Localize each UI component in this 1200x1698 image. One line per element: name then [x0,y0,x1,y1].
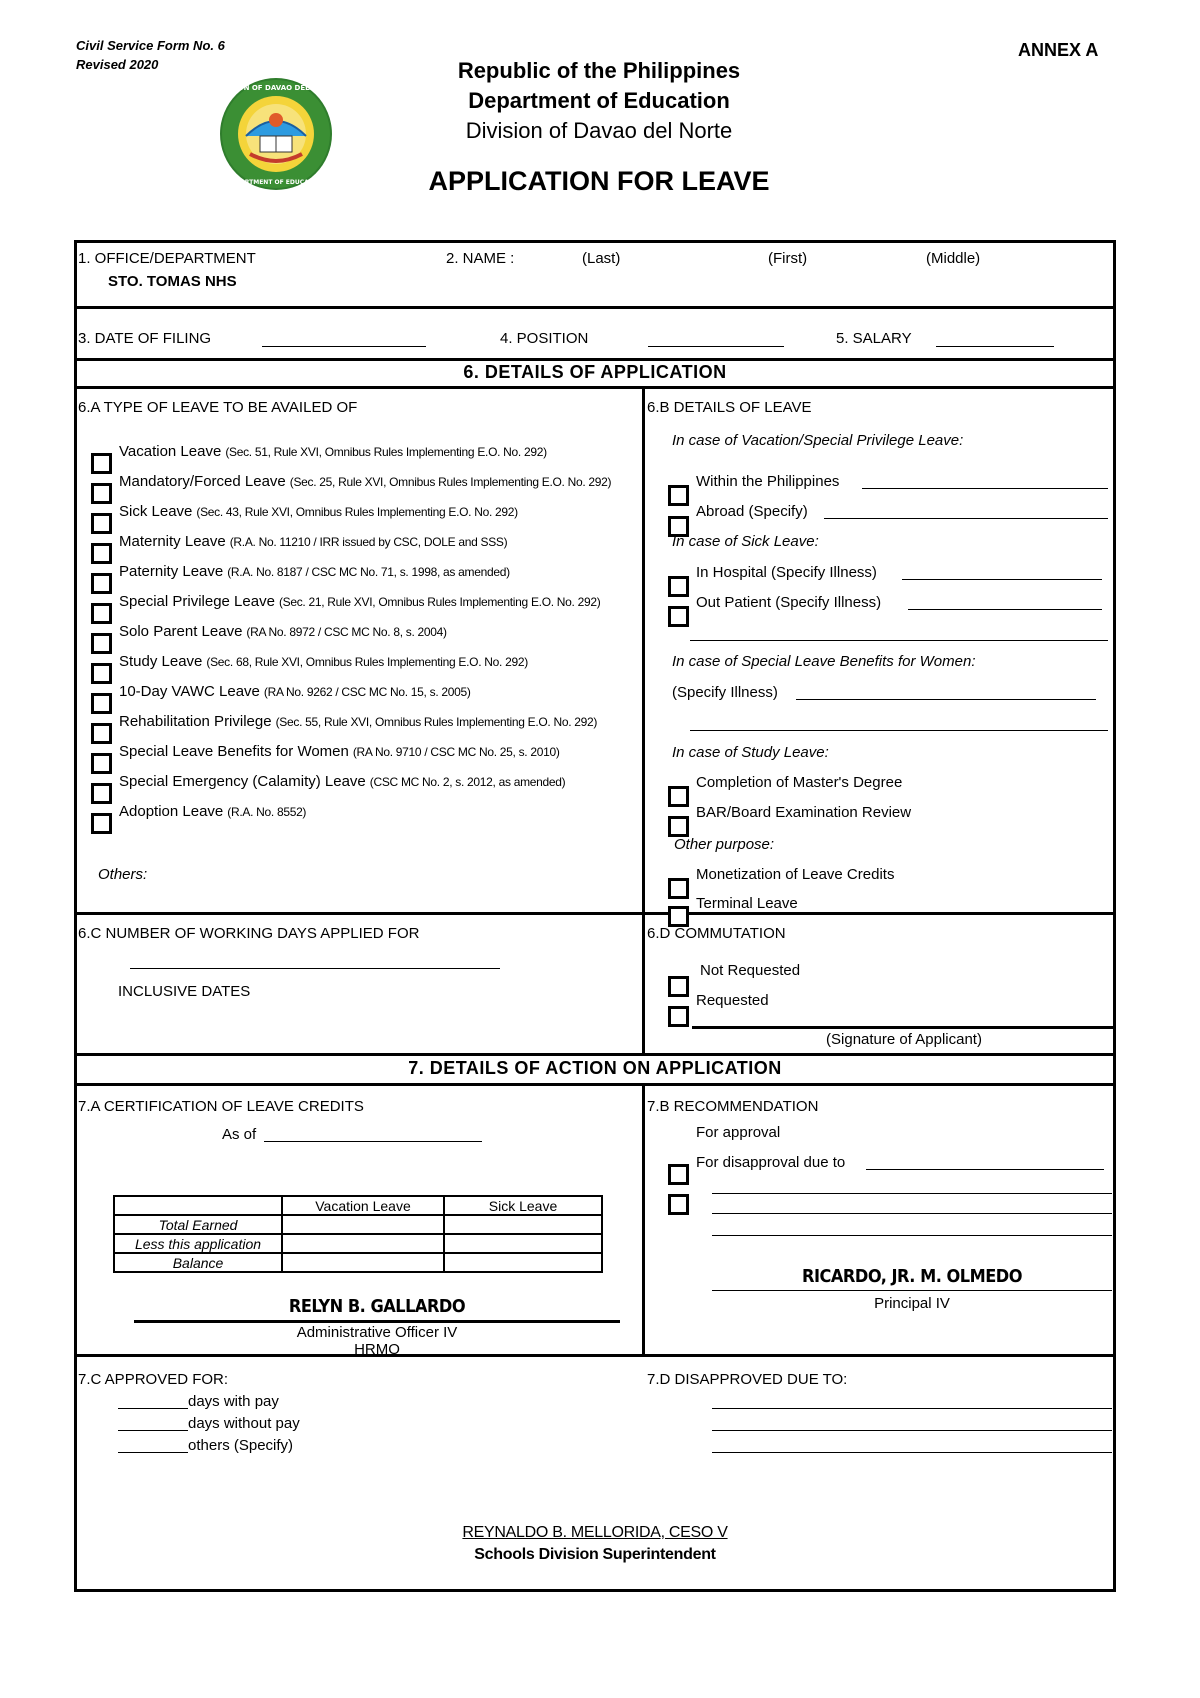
bar-review-label: BAR/Board Examination Review [696,804,912,821]
department-heading: Department of Education [468,88,730,113]
for-approval-label: For approval [696,1124,781,1141]
signature-label: (Signature of Applicant) [826,1031,982,1048]
leave-type-reference: (R.A. No. 11210 / IRR issued by CSC, DOLE and SSS) [229,535,508,549]
leave-type-name: Paternity Leave [119,563,224,580]
masters-label: Completion of Master's Degree [696,774,903,791]
leave-type-item [119,713,597,731]
leave-type-item [119,593,600,611]
leave-type-item [119,653,528,671]
leave-type-name: Maternity Leave [119,533,226,550]
as-of-label: As of [222,1126,257,1143]
division-heading: Division of Davao del Norte [465,118,733,143]
leave-type-reference: (CSC MC No. 2, s. 2012, as amended) [369,775,566,789]
leave-type-checkbox[interactable] [91,693,112,714]
row-total-earned: Total Earned [114,1215,282,1234]
disapproved-reason-field-1[interactable] [712,1408,1112,1409]
republic-heading: Republic of the Philippines [457,58,741,83]
leave-type-name: Special Leave Benefits for Women [119,743,349,760]
disapproval-reason-field-1[interactable] [866,1169,1104,1170]
monetization-label: Monetization of Leave Credits [696,866,895,883]
working-days-field[interactable] [130,968,500,969]
recommender-signature-line [712,1290,1112,1291]
less-sick-cell[interactable] [444,1234,602,1253]
name-label: 2. NAME : [446,250,515,267]
office-label: 1. OFFICE/DEPARTMENT [78,250,256,267]
certifier-title: Administrative Officer IV [296,1324,458,1341]
leave-type-reference: (Sec. 25, Rule XVI, Omnibus Rules Implementing E.O. No. 292) [289,475,612,489]
inclusive-dates-label: INCLUSIVE DATES [118,983,251,1000]
position-label: 4. POSITION [500,330,589,347]
terminal-leave-label: Terminal Leave [696,895,798,912]
in-hospital-checkbox[interactable] [668,576,689,597]
recommender-name: RICARDO, JR. M. OLMEDO [802,1266,1022,1287]
as-of-field[interactable] [264,1141,482,1142]
vacation-heading: In case of Vacation/Special Privilege Leave: [672,432,964,449]
abroad-label: Abroad (Specify) [696,503,808,520]
less-vacation-cell[interactable] [282,1234,444,1253]
leave-type-reference: (RA No. 8972 / CSC MC No. 8, s. 2004) [246,625,447,639]
leave-type-item [119,743,560,761]
page-title: APPLICATION FOR LEAVE [428,166,770,196]
days-with-pay-label: days with pay [188,1393,279,1410]
leave-type-checkbox[interactable] [91,483,112,504]
not-requested-checkbox[interactable] [668,976,689,997]
leave-type-reference: (R.A. No. 8552) [227,805,307,819]
annex-label: ANNEX A [1018,40,1099,60]
leave-type-item [119,773,565,791]
leave-type-item [119,683,471,701]
out-patient-label: Out Patient (Specify Illness) [696,594,882,611]
for-disapproval-checkbox[interactable] [668,1194,689,1215]
name-first-label: (First) [768,250,808,267]
earned-sick-cell[interactable] [444,1215,602,1234]
in-hospital-label: In Hospital (Specify Illness) [696,564,877,581]
within-philippines-label: Within the Philippines [696,473,840,490]
certifier-signature-line [134,1320,620,1323]
section-7a-title: 7.A CERTIFICATION OF LEAVE CREDITS [78,1098,364,1115]
leave-type-checkbox[interactable] [91,753,112,774]
women-specify-field[interactable] [796,699,1096,700]
out-patient-checkbox[interactable] [668,606,689,627]
leave-type-reference: (RA No. 9262 / CSC MC No. 15, s. 2005) [263,685,471,699]
earned-vacation-cell[interactable] [282,1215,444,1234]
days-with-pay-field[interactable] [118,1408,188,1409]
disapproved-reason-field-3[interactable] [712,1452,1112,1453]
leave-type-name: Special Emergency (Calamity) Leave [119,773,366,790]
leave-type-checkbox[interactable] [91,603,112,624]
section-7d-title: 7.D DISAPPROVED DUE TO: [647,1371,848,1388]
leave-type-name: Study Leave [119,653,203,670]
leave-type-name: Adoption Leave [119,803,224,820]
seal-bottom-text: DEPARTMENT OF EDUCATION [227,179,325,186]
leave-type-name: Vacation Leave [119,443,222,460]
for-disapproval-label: For disapproval due to [696,1154,846,1171]
leave-type-reference: (Sec. 43, Rule XVI, Omnibus Rules Implementing E.O. No. 292) [196,505,518,519]
form-number: Civil Service Form No. 6 [76,38,225,53]
disapproval-reason-field-4[interactable] [712,1235,1112,1236]
approver-name: REYNALDO B. MELLORIDA, CESO V [462,1524,728,1541]
other-purpose-heading: Other purpose: [674,836,775,853]
requested-checkbox[interactable] [668,1006,689,1027]
deped-seal-icon [218,76,334,192]
others-specify-field[interactable] [118,1452,188,1453]
bar-review-checkbox[interactable] [668,816,689,837]
seal-top-text: DIVISION OF DAVAO DEL NORTE [218,84,334,92]
out-patient-field[interactable] [908,609,1102,610]
leave-type-reference: (R.A. No. 8187 / CSC MC No. 71, s. 1998, as amended) [227,565,510,579]
leave-type-reference: (Sec. 51, Rule XVI, Omnibus Rules Implementing E.O. No. 292) [225,445,547,459]
leave-type-name: Sick Leave [119,503,193,520]
section-7b-title: 7.B RECOMMENDATION [647,1098,819,1115]
leave-type-checkbox[interactable] [91,573,112,594]
within-philippines-checkbox[interactable] [668,485,689,506]
leave-type-checkbox[interactable] [91,813,112,834]
disapproval-reason-field-3[interactable] [712,1213,1112,1214]
sick-heading: In case of Sick Leave: [672,533,819,550]
row-balance: Balance [114,1253,282,1272]
section-6d-title: 6.D COMMUTATION [647,925,786,942]
balance-vacation-cell[interactable] [282,1253,444,1272]
section-6b-title: 6.B DETAILS OF LEAVE [647,399,812,416]
leave-type-item [119,473,611,491]
leave-type-item [119,623,447,641]
leave-type-item [119,503,518,521]
leave-type-item [119,563,510,581]
leave-type-name: Special Privilege Leave [119,593,275,610]
leave-type-name: Solo Parent Leave [119,623,243,640]
terminal-leave-checkbox[interactable] [668,906,689,927]
certifier-office: HRMO [354,1341,400,1358]
leave-type-item [119,443,547,461]
leave-type-name: 10-Day VAWC Leave [119,683,260,700]
abroad-field[interactable] [824,518,1108,519]
leave-type-item [119,533,507,551]
leave-type-reference: (Sec. 55, Rule XVI, Omnibus Rules Implementing E.O. No. 292) [275,715,598,729]
leave-credits-table [113,1195,603,1273]
leave-type-item [119,803,306,821]
women-specify-label: (Specify Illness) [672,684,778,701]
date-filing-field[interactable] [262,346,426,347]
leave-type-checkbox[interactable] [91,453,112,474]
others-label: Others: [98,866,148,883]
leave-type-checkbox[interactable] [91,633,112,654]
leave-type-reference: (RA No. 9710 / CSC MC No. 25, s. 2010) [352,745,560,759]
section-6-title: 6. DETAILS OF APPLICATION [463,362,727,382]
leave-type-checkbox[interactable] [91,663,112,684]
leave-type-name: Rehabilitation Privilege [119,713,272,730]
leave-type-checkbox[interactable] [91,513,112,534]
section-6c-title: 6.C NUMBER OF WORKING DAYS APPLIED FOR [78,925,420,942]
disapproved-reason-field-2[interactable] [712,1430,1112,1431]
monetization-checkbox[interactable] [668,878,689,899]
within-philippines-field[interactable] [862,488,1108,489]
others-specify-label: others (Specify) [188,1437,294,1454]
name-last-label: (Last) [582,250,621,267]
women-heading: In case of Special Leave Benefits for Women: [672,653,976,670]
leave-type-checkbox[interactable] [91,723,112,744]
balance-sick-cell[interactable] [444,1253,602,1272]
in-hospital-field[interactable] [902,579,1102,580]
col-sick: Sick Leave [444,1196,602,1215]
row-less-application: Less this application [114,1234,282,1253]
applicant-signature-line[interactable] [692,1026,1116,1029]
sick-extra-field[interactable] [690,640,1108,641]
leave-type-reference: (Sec. 68, Rule XVI, Omnibus Rules Implementing E.O. No. 292) [206,655,528,669]
masters-checkbox[interactable] [668,786,689,807]
form-revision: Revised 2020 [76,57,159,72]
days-without-pay-field[interactable] [118,1430,188,1431]
certifier-name: RELYN B. GALLARDO [288,1296,466,1317]
section-6a-title: 6.A TYPE OF LEAVE TO BE AVAILED OF [78,399,358,416]
for-approval-checkbox[interactable] [668,1164,689,1185]
leave-type-reference: (Sec. 21, Rule XVI, Omnibus Rules Implementing E.O. No. 292) [278,595,601,609]
women-extra-field[interactable] [690,730,1108,731]
approver-title: Schools Division Superintendent [474,1546,716,1563]
office-value[interactable]: STO. TOMAS NHS [108,273,237,290]
col-vacation: Vacation Leave [282,1196,444,1215]
section-7c-title: 7.C APPROVED FOR: [78,1371,229,1388]
salary-label: 5. SALARY [836,330,912,347]
recommender-title: Principal IV [874,1295,950,1312]
days-without-pay-label: days without pay [188,1415,300,1432]
not-requested-label: Not Requested [700,962,801,979]
leave-type-checkbox[interactable] [91,783,112,804]
date-filing-label: 3. DATE OF FILING [78,330,212,347]
leave-type-checkbox[interactable] [91,543,112,564]
requested-label: Requested [696,992,769,1009]
salary-field[interactable] [936,346,1054,347]
name-middle-label: (Middle) [926,250,981,267]
leave-type-name: Mandatory/Forced Leave [119,473,286,490]
disapproval-reason-field-2[interactable] [712,1193,1112,1194]
section-7-title: 7. DETAILS OF ACTION ON APPLICATION [408,1058,782,1078]
study-heading: In case of Study Leave: [672,744,829,761]
position-field[interactable] [648,346,784,347]
